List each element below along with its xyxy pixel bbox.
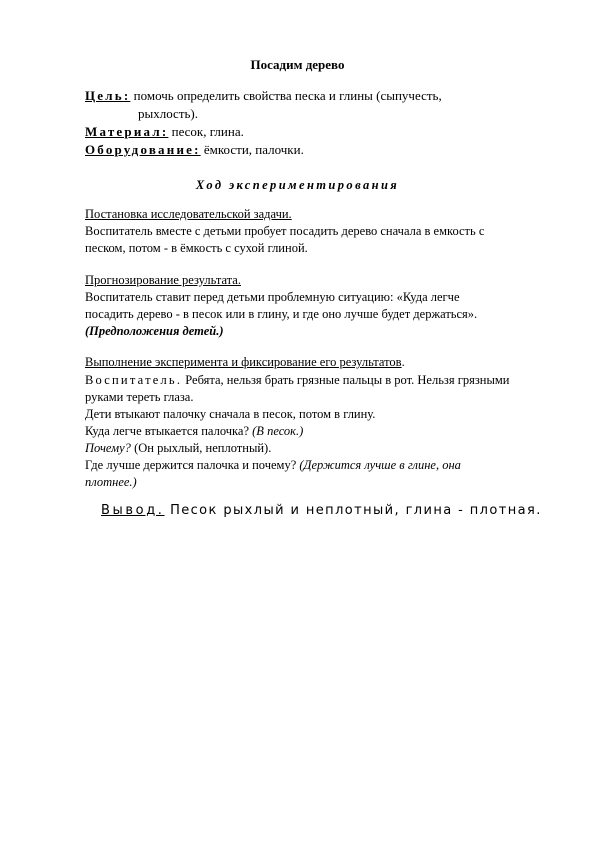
page-title: Посадим дерево (250, 57, 345, 72)
forecast-line-2: посадить дерево - в песок или в глину, и где оно лучше будет держаться». (85, 307, 478, 321)
equipment-label: Оборудование: (85, 142, 201, 157)
execution-line-5-question: Почему? (85, 441, 131, 455)
speaker-label: Воспитатель. (85, 373, 183, 387)
execution-line-1 (85, 373, 509, 388)
conclusion-text: Песок рыхлый и неплотный, глина - плотная. (164, 503, 542, 518)
execution-line-1-text: Ребята, нельзя брать грязные пальцы в рот. Нельзя грязными (182, 373, 510, 387)
goal-text: помочь определить свойства песка и глины (сыпучесть, (130, 88, 442, 103)
execution-heading-line (85, 355, 405, 370)
section-heading: Ход экспериментирования (195, 178, 400, 192)
task-line-2: песком, потом - в ёмкость с сухой глиной. (85, 241, 308, 255)
execution-line-4-text: Куда легче втыкается палочка? (85, 424, 253, 438)
forecast-heading: Прогнозирование результата. (85, 273, 241, 287)
execution-line-4 (85, 424, 303, 439)
task-line-1: Воспитатель вместе с детьми пробует посадить дерево сначала в емкость с (85, 224, 485, 238)
equipment-line (85, 142, 304, 158)
goal-label: Цель: (85, 88, 131, 103)
material-line (85, 124, 244, 140)
execution-heading-end: . (401, 355, 405, 369)
execution-line-5 (85, 441, 271, 456)
execution-line-4-answer: (В песок.) (252, 424, 304, 438)
goal-line (85, 88, 442, 104)
conclusion-label: Вывод. (101, 503, 165, 518)
execution-line-6-text: Где лучше держится палочка и почему? (85, 458, 300, 472)
forecast-line-1: Воспитатель ставит перед детьми проблемную ситуацию: «Куда легче (85, 290, 460, 304)
goal-line-2: рыхлость). (138, 106, 199, 121)
execution-line-2: руками тереть глаза. (85, 390, 194, 404)
forecast-line-3: (Предположения детей.) (85, 324, 224, 338)
equipment-text: ёмкости, палочки. (200, 142, 304, 157)
execution-line-6 (85, 458, 461, 473)
material-label: Материал: (85, 124, 169, 139)
task-heading: Постановка исследовательской задачи. (85, 207, 292, 221)
conclusion-line (101, 503, 542, 518)
execution-line-5-answer: (Он рыхлый, неплотный). (130, 441, 272, 455)
execution-line-3: Дети втыкают палочку сначала в песок, потом в глину. (85, 407, 376, 421)
material-text: песок, глина. (168, 124, 244, 139)
execution-heading: Выполнение эксперимента и фиксирование его результатов (85, 355, 402, 369)
execution-line-7: плотнее.) (85, 475, 137, 489)
execution-line-6-answer: (Держится лучше в глине, она (299, 458, 461, 472)
